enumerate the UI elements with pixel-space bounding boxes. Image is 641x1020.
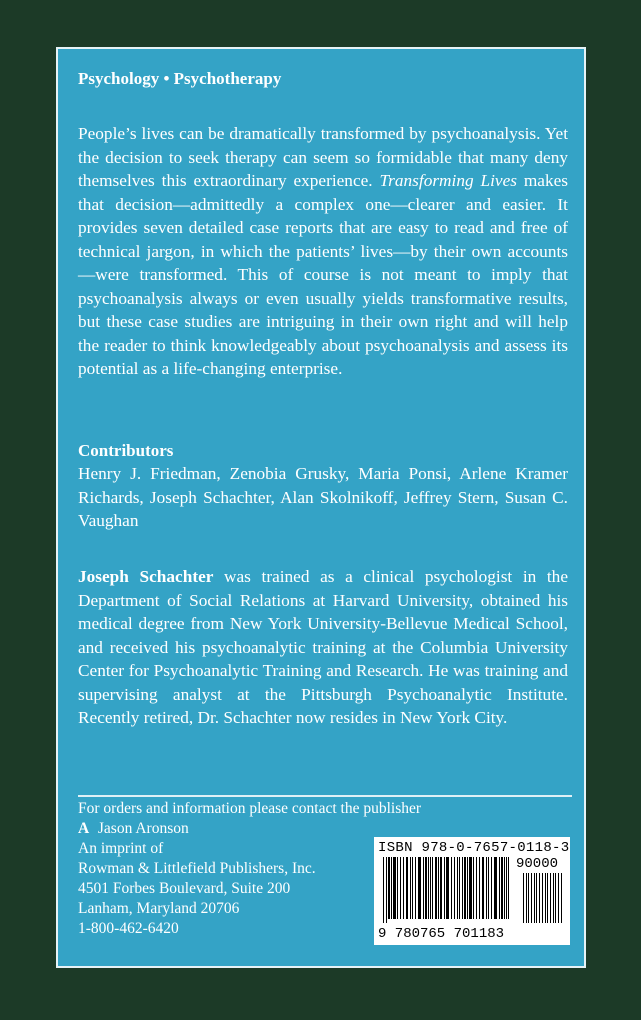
phone-number: 1-800-462-6420 <box>78 920 179 937</box>
book-title: Transforming Lives <box>379 171 517 190</box>
barcode-bar <box>504 857 505 919</box>
barcode-bar <box>454 857 455 919</box>
address-line-2: Lanham, Maryland 20706 <box>78 900 240 917</box>
barcode-bar <box>430 857 431 919</box>
barcode-bar <box>531 873 532 923</box>
barcode-bar <box>528 873 529 923</box>
barcode-bar <box>553 873 554 923</box>
barcode-bar <box>418 857 421 919</box>
barcode-bar <box>508 857 509 919</box>
category-heading: Psychology • Psychotherapy <box>78 69 282 88</box>
barcode-bar <box>526 873 527 923</box>
description-part2: makes that decision—admittedly a complex one—clearer and easier. It provides seven detailed case reports that are easy to read and free of technical jargon, in which the patients’ lives—by their own accounts—were transformed. This of course is not meant to imply that psychoanalysis always or even usually yields transformative results, but these case studies are intriguing in their own right and will help the reader to think knowledgeably about psychoanalysis and assess its potential as a life-changing enterprise. <box>78 171 569 378</box>
barcode-bar <box>550 873 551 923</box>
barcode-bar <box>459 857 460 919</box>
imprint-label: An imprint of <box>78 840 164 857</box>
barcode-bar <box>397 857 398 919</box>
price-code: 90000 <box>516 856 559 872</box>
publisher-intro: For orders and information please contact the publisher <box>78 800 422 817</box>
barcode-bar <box>467 857 468 919</box>
barcode-bar <box>494 857 497 919</box>
barcode-bar <box>440 857 442 919</box>
barcode-bar <box>383 857 384 923</box>
barcode-bar <box>444 857 445 919</box>
barcode-bars <box>382 857 510 925</box>
barcode-bar <box>435 857 437 919</box>
barcode-bar <box>534 873 535 923</box>
address-line-1: 4501 Forbes Boulevard, Suite 200 <box>78 880 291 897</box>
barcode-bar <box>555 873 556 923</box>
barcode-bar <box>523 873 524 923</box>
barcode-bar <box>491 857 492 919</box>
barcode-bar <box>486 857 487 919</box>
isbn-label: ISBN 978-0-7657-0118-3 <box>378 840 570 856</box>
barcode-bar <box>464 857 466 919</box>
barcode-bar <box>545 873 546 923</box>
barcode-bar <box>501 857 503 919</box>
barcode-bar <box>536 873 537 923</box>
description-paragraph <box>78 122 568 381</box>
barcode-bar <box>482 857 484 919</box>
barcode-bar <box>488 857 489 919</box>
ean-number: 9 780765 701183 <box>378 926 505 942</box>
publisher-name: Jason Aronson <box>97 820 189 837</box>
contributors-list: Henry J. Friedman, Zenobia Grusky, Maria Ponsi, Arlene Kramer Richards, Joseph Schachter, Alan Skolnikoff, Jeffrey Stern, Susan C. Vaughan <box>78 464 568 530</box>
barcode-bar <box>406 857 408 919</box>
author-name: Joseph Schachter <box>78 567 214 586</box>
barcode-bar <box>410 857 411 919</box>
author-bio <box>78 565 568 730</box>
barcode-bar <box>425 857 427 919</box>
barcode-bar <box>388 857 390 919</box>
barcode-bar <box>542 873 543 923</box>
publisher-line <box>78 819 421 839</box>
barcode-bar <box>386 857 387 923</box>
barcode-bar <box>506 857 507 919</box>
barcode-bar <box>476 857 477 919</box>
barcode-bar <box>547 873 548 923</box>
barcode-bar <box>393 857 396 919</box>
divider <box>78 795 572 797</box>
barcode-bar <box>412 857 413 919</box>
barcode-bar <box>561 873 562 923</box>
barcode-bar <box>415 857 416 919</box>
publisher-logo-icon: A <box>78 820 90 837</box>
parent-publisher: Rowman & Littlefield Publishers, Inc. <box>78 860 316 877</box>
publisher-info <box>78 799 421 939</box>
barcode-bar <box>499 857 500 919</box>
barcode-bar <box>558 873 559 923</box>
barcode-bar <box>400 857 401 919</box>
barcode-bar <box>469 857 472 919</box>
description-part1: People’s lives can be dramatically transformed by psychoanalysis. Yet the decision to seek therapy can seem so formidable that many deny themselves this extraordinary experience. <box>78 124 568 190</box>
barcode-box <box>374 837 570 945</box>
barcode-bar <box>479 857 480 919</box>
barcode-bar <box>451 857 452 919</box>
barcode-bar <box>432 857 433 919</box>
barcode-bar <box>403 857 404 919</box>
barcode-bar <box>457 857 458 919</box>
author-bio-text: was trained as a clinical psychologist in the Department of Social Relations at Harvard University, obtained his medical degree from New York University-Bellevue Medical School, and received his psychoanalytic training at the Columbia University Center for Psychoanalytic Training and Research. He was training and supervising analyst at the Pittsburgh Psychoanalytic Institute. Recently retired, Dr. Schachter now resides in New York City. <box>78 567 568 727</box>
barcode-bar <box>438 857 439 919</box>
price-barcode-bars <box>522 873 564 925</box>
barcode-bar <box>473 857 474 919</box>
barcode-bar <box>446 857 449 919</box>
barcode-bar <box>428 857 429 919</box>
barcode-bar <box>539 873 540 923</box>
barcode-bar <box>391 857 392 919</box>
barcode-bar <box>423 857 424 919</box>
contributors-heading: Contributors <box>78 441 174 460</box>
cover-panel <box>56 47 586 968</box>
barcode-bar <box>462 857 463 919</box>
